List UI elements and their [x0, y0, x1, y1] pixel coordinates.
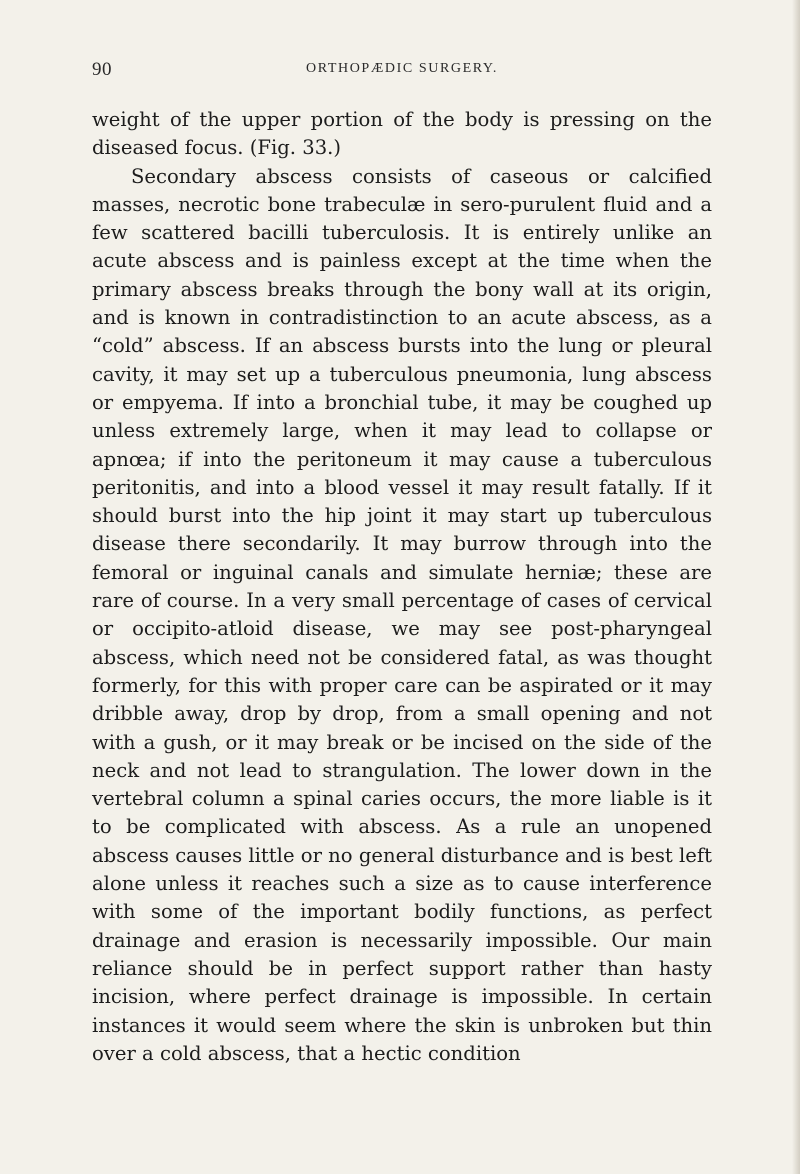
page-number: 90	[92, 59, 112, 80]
paragraph-secondary-abscess: Secondary abscess consists of caseous or calcified masses, necrotic bone trabeculæ in sero-purulent fluid and a few scattered bacilli tuberculosis. It is entirely unlike an acute abscess and is painless except at the time when the primary abscess breaks through the bony wall at its origin, and is known in contradistinction to an acute abscess, as a “cold” abscess. If an abscess bursts into the lung or pleural cavity, it may set up a tuberculous pneumonia, lung abscess or empyema. If into a bronchial tube, it may be coughed up unless extremely large, when it may lead to collapse or apnœa; if into the peritoneum it may cause a tuberculous peritonitis, and into a blood vessel it may result fatally. If it should burst into the hip joint it may start up tuberculous disease there secondarily. It may burrow through into the femoral or inguinal canals and simulate herniæ; these are rare of course. In a very small percentage of cases of cervical or occipito-atloid disease, we may see post-pharyngeal abscess, which need not be considered fatal, as was thought formerly, for this with proper care can be aspirated or it may dribble away, drop by drop, from a small opening and not with a gush, or it may break or be incised on the side of the neck and not lead to strangulation. The lower down in the vertebral column a spinal caries occurs, the more liable is it to be complicated with abscess. As a rule an unopened abscess causes little or no general disturbance and is best left alone unless it reaches such a size as to cause interference with some of the important bodily functions, as perfect drainage and erasion is necessarily impossible. Our main reliance should be in perfect support rather than hasty incision, where perfect drainage is impossible. In certain instances it would seem where the skin is unbroken but thin over a cold abscess, that a hectic condition	[92, 164, 712, 1065]
page-header	[92, 59, 712, 89]
paragraph-continued: weight of the upper portion of the body is pressing on the diseased focus. (Fig. 33.)	[92, 108, 712, 160]
body-text	[92, 106, 712, 1068]
running-title: ORTHOPÆDIC SURGERY.	[306, 61, 498, 76]
page-edge-shadow	[792, 0, 800, 1174]
